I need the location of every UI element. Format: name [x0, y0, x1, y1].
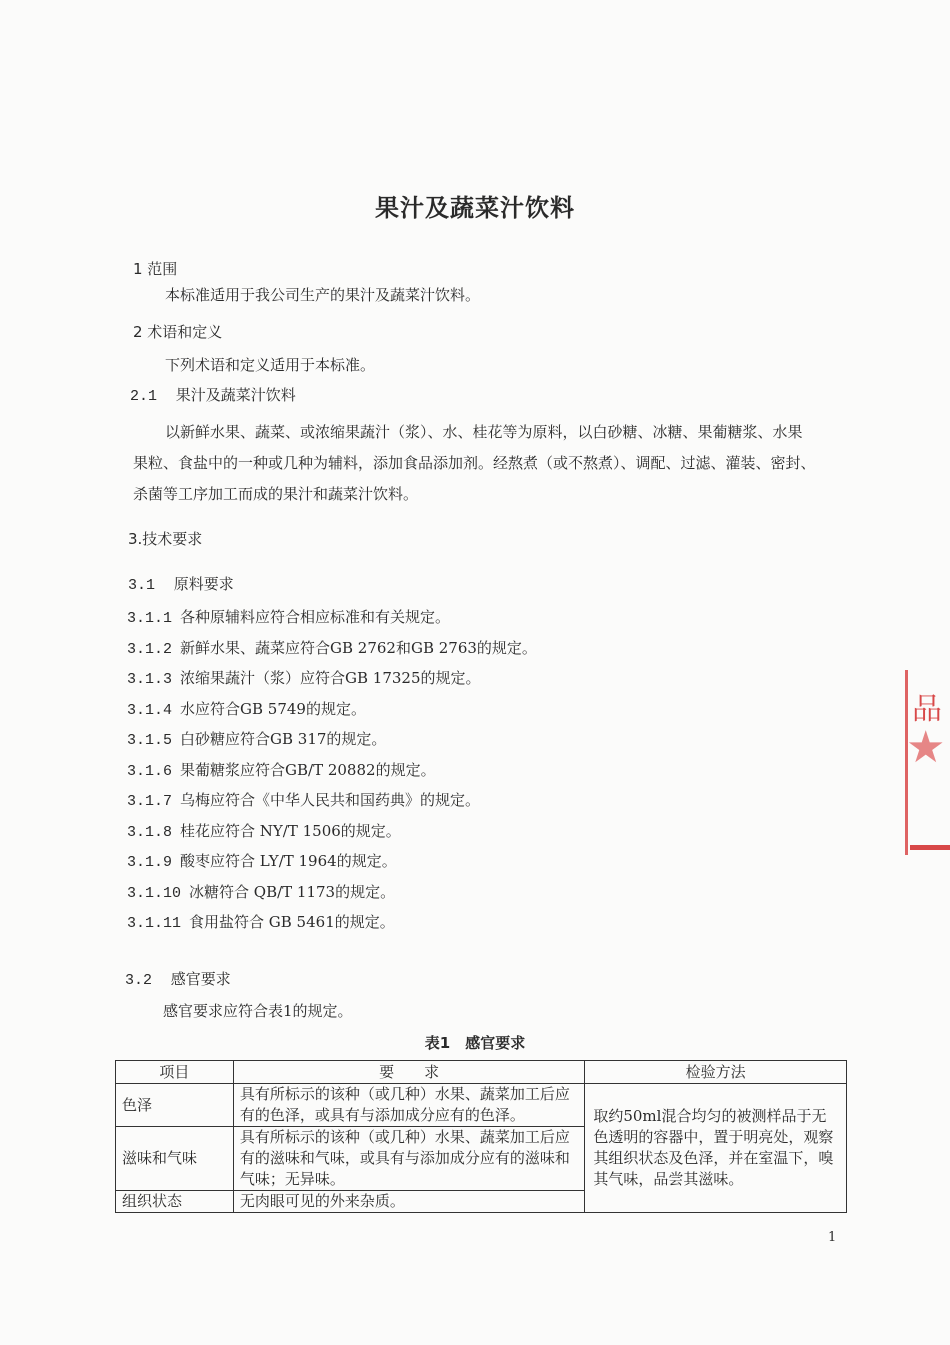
header-method: 检验方法	[585, 1061, 847, 1084]
row-item: 组织状态	[116, 1191, 234, 1213]
section-3-1-heading	[128, 573, 234, 594]
item-text: 冰糖符合 QB/T 1173的规定。	[189, 882, 396, 901]
item-number: 3.1.8	[127, 823, 173, 841]
section-number: 3.2	[125, 972, 153, 989]
requirement-item	[127, 606, 450, 627]
section-1-heading: 1 范围	[133, 260, 178, 278]
definition-line: 以新鲜水果、蔬菜、或浓缩果蔬汁（浆）、水、桂花等为原料，以白砂糖、冰糖、果葡糖浆、水果	[165, 423, 803, 441]
header-item: 项目	[116, 1061, 234, 1084]
requirement-item	[127, 881, 395, 902]
item-text: 食用盐符合 GB 5461的规定。	[189, 913, 395, 931]
item-text: 浓缩果蔬汁（浆）应符合GB 17325的规定。	[180, 669, 481, 687]
section-3-2-heading	[125, 968, 231, 989]
definition-line: 杀菌等工序加工而成的果汁和蔬菜汁饮料。	[133, 485, 419, 503]
section-2-intro: 下列术语和定义适用于本标准。	[165, 356, 376, 374]
item-text: 白砂糖应符合GB 317的规定。	[180, 730, 387, 748]
item-number: 3.1.9	[127, 854, 173, 871]
sensory-intro: 感官要求应符合表1的规定。	[163, 1002, 353, 1020]
item-number: 3.1.5	[127, 732, 173, 749]
item-number: 3.1.7	[127, 793, 173, 810]
term-name: 果汁及蔬菜汁饮料	[175, 386, 296, 404]
requirement-item	[127, 728, 386, 749]
item-number: 3.1.11	[127, 915, 182, 932]
item-text: 桂花应符合 NY/T 1506的规定。	[180, 821, 401, 840]
table-caption: 表1 感官要求	[424, 1034, 526, 1052]
requirement-item	[127, 789, 480, 810]
row-requirement: 具有所标示的该种（或几种）水果、蔬菜加工后应有的色泽，或具有与添加成分应有的色泽。	[233, 1084, 585, 1127]
item-text: 新鲜水果、蔬菜应符合GB 2762和GB 2763的规定。	[180, 638, 537, 657]
term-2-1	[130, 384, 296, 405]
section-title: 原料要求	[173, 575, 234, 593]
item-text: 水应符合GB 5749的规定。	[180, 699, 366, 718]
item-number: 3.1.3	[127, 671, 173, 688]
item-text: 乌梅应符合《中华人民共和国药典》的规定。	[180, 791, 481, 809]
requirement-item	[127, 759, 436, 780]
document-title: 果汁及蔬菜汁饮料	[375, 194, 575, 222]
requirement-item	[127, 850, 397, 871]
header-requirement: 要 求	[233, 1061, 585, 1084]
requirement-item	[127, 820, 401, 841]
row-requirement: 无肉眼可见的外来杂质。	[233, 1191, 585, 1213]
section-3-heading: 3.技术要求	[128, 530, 203, 548]
requirement-item	[127, 911, 395, 932]
requirement-item	[127, 637, 537, 658]
definition-line: 果粒、食盐中的一种或几种为辅料，添加食品添加剂。经熬煮（或不熬煮）、调配、过滤、灌装、密封、	[133, 454, 816, 472]
term-definition	[133, 417, 853, 510]
row-item: 色泽	[116, 1084, 234, 1127]
inspection-method: 取约50ml混合均匀的被测样品于无色透明的容器中，置于明亮处，观察其组织状态及色泽，并在室温下，嗅其气味，品尝其滋味。	[585, 1084, 847, 1213]
item-text: 各种原辅料应符合相应标准和有关规定。	[180, 608, 451, 626]
item-text: 酸枣应符合 LY/T 1964的规定。	[180, 852, 397, 870]
term-number: 2.1	[130, 388, 158, 405]
item-text: 果葡糖浆应符合GB/T 20882的规定。	[180, 760, 436, 779]
row-item: 滋味和气味	[116, 1127, 234, 1191]
table-header-row	[116, 1061, 847, 1084]
page-number: 1	[828, 1230, 837, 1245]
seal-star-icon: ★	[906, 722, 946, 773]
item-number: 3.1.10	[127, 884, 182, 902]
sensory-requirements-table	[115, 1060, 847, 1213]
section-number: 3.1	[128, 577, 156, 594]
seal-stamp-char: 品	[912, 692, 942, 727]
item-number: 3.1.2	[127, 640, 173, 658]
item-number: 3.1.4	[127, 701, 173, 719]
item-number: 3.1.1	[127, 610, 173, 627]
requirement-item	[127, 698, 366, 719]
section-1-body: 本标准适用于我公司生产的果汁及蔬菜汁饮料。	[165, 286, 481, 304]
requirement-item	[127, 667, 481, 688]
item-number: 3.1.6	[127, 762, 173, 780]
table-row	[116, 1084, 847, 1127]
section-2-heading: 2 术语和定义	[133, 323, 223, 341]
row-requirement: 具有所标示的该种（或几种）水果、蔬菜加工后应有的滋味和气味，或具有与添加成分应有的滋味和气味；无异味。	[233, 1127, 585, 1191]
seal-stamp-bar	[910, 845, 950, 850]
section-title: 感官要求	[170, 970, 231, 988]
